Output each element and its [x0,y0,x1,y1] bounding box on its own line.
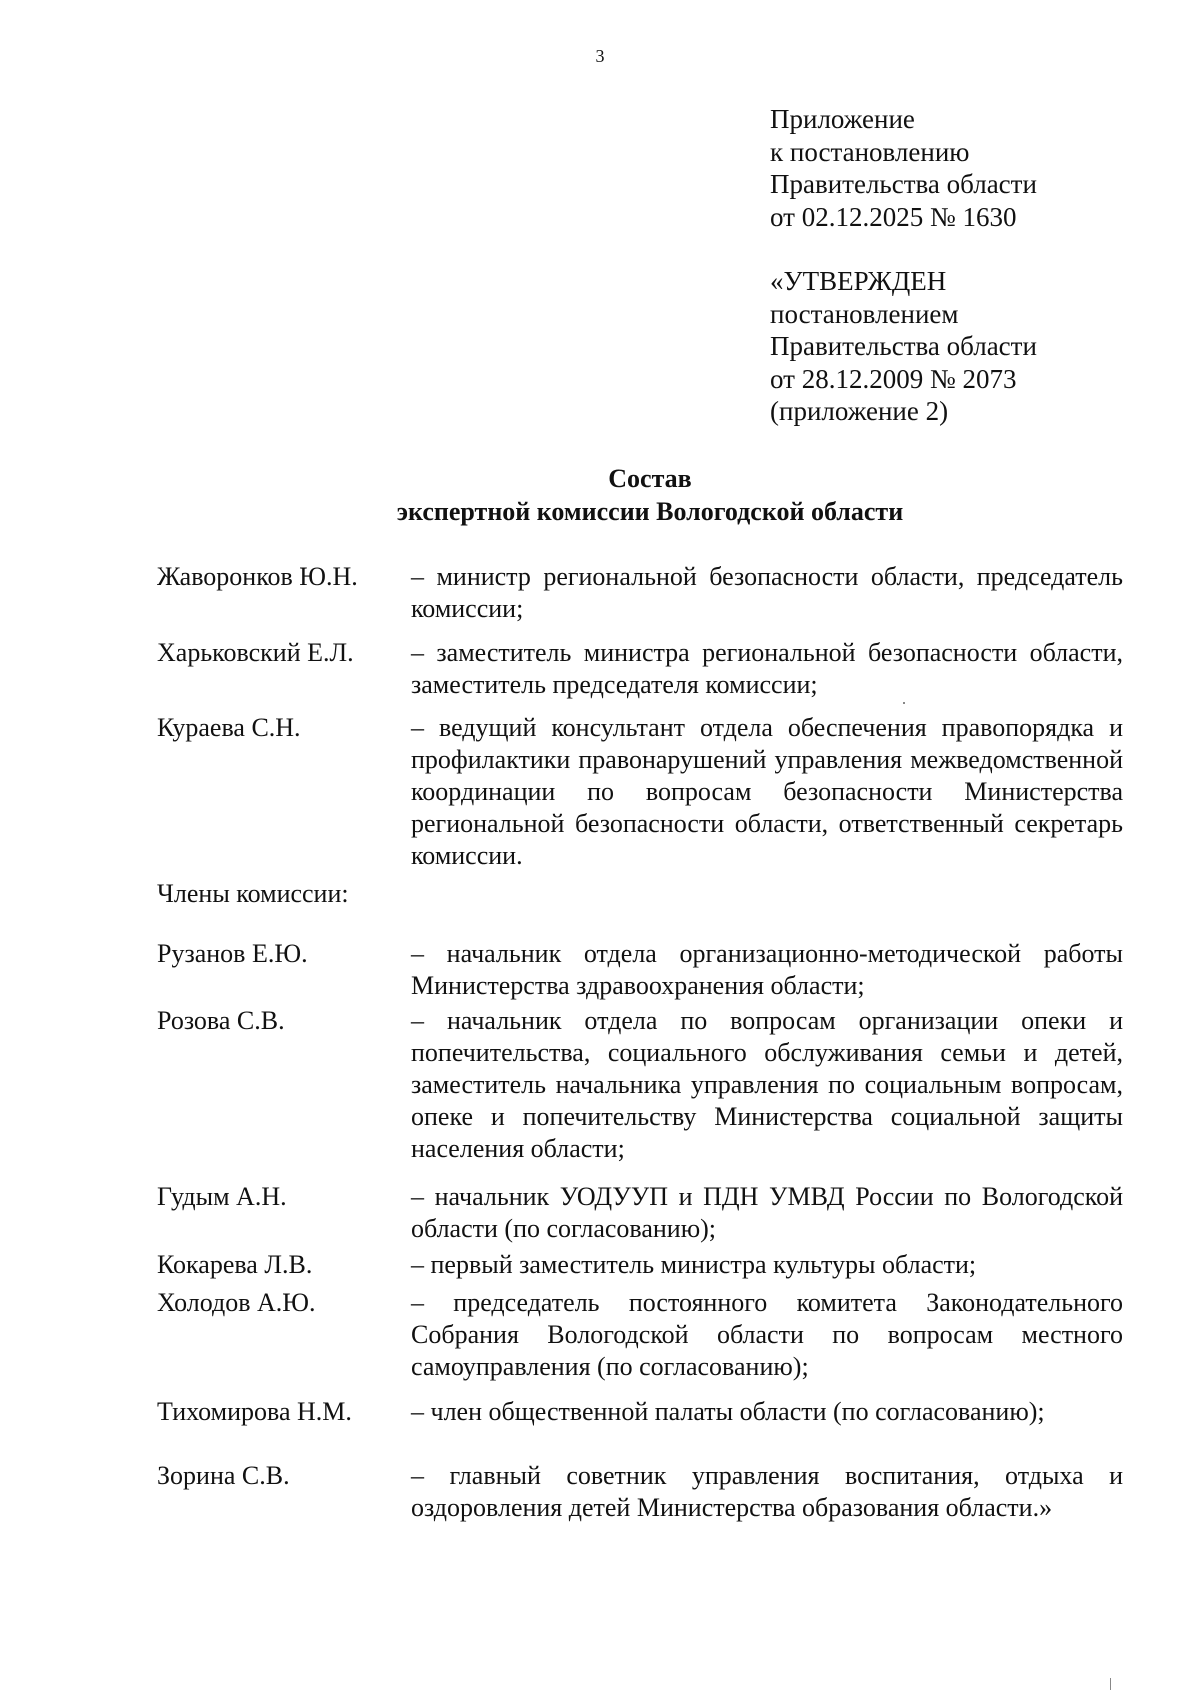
member-role: – председатель постоянного комитета Законодательного Собрания Вологодской области по вопросам местного самоуправления (по согласованию); [411,1288,1123,1381]
member-role: – член общественной палаты области (по согласованию); [411,1397,1045,1426]
approval-line: Правительства области [770,331,1037,361]
member-role: – главный советник управления воспитания, отдыха и оздоровления детей Министерства образования области.» [411,1461,1123,1522]
commission-member-row [157,938,1123,1002]
commission-member-row [157,1287,1123,1383]
members-label: Члены комиссии: [157,879,349,908]
member-name: Гудым А.Н. [157,1182,287,1211]
member-role: – первый заместитель министра культуры области; [411,1250,977,1279]
member-name: Зорина С.В. [157,1461,290,1490]
document-title [0,462,1200,528]
approval-line: (приложение 2) [770,396,949,426]
title-line: Состав [608,464,692,493]
member-role: – начальник УОДУУП и ПДН УМВД России по Вологодской области (по согласованию); [411,1182,1123,1243]
appendix-line: Правительства области [770,169,1037,199]
member-name: Жаворонков Ю.Н. [157,562,358,591]
commission-member-row [157,1249,1123,1281]
member-name: Розова С.В. [157,1006,285,1035]
member-role: – ведущий консультант отдела обеспечения правопорядка и профилактики правонарушений управления межведомственной координации по вопросам безопасности Министерства региональной безопасности области, ответственный секретарь комиссии. [411,713,1123,870]
page-number: 3 [595,46,605,66]
member-role: – начальник отдела по вопросам организации опеки и попечительства, социального обслуживания семьи и детей, заместитель начальника управления по социальным вопросам, опеке и попечительству Министерства социальной защиты населения области; [411,1006,1123,1163]
commission-member-row [157,1396,1123,1428]
appendix-block [770,103,1037,233]
commission-member-row [157,1460,1123,1524]
appendix-line: к постановлению [770,136,970,167]
member-role: – начальник отдела организационно-методической работы Министерства здравоохранения области; [411,939,1123,1000]
approval-line: «УТВЕРЖДЕН [770,266,947,296]
member-role: – заместитель министра региональной безопасности области, заместитель председателя комиссии; [411,638,1123,699]
approval-line: от 28.12.2009 № 2073 [770,363,1017,394]
commission-member-row [157,712,1123,872]
member-name: Кокарева Л.В. [157,1250,313,1279]
approval-block [770,265,1037,428]
title-line: экспертной комиссии Вологодской области [396,497,904,526]
member-name: Тихомирова Н.М. [157,1397,352,1426]
scan-speck [903,702,905,704]
commission-member-row [157,561,1123,625]
appendix-line: от 02.12.2025 № 1630 [770,201,1017,232]
commission-member-row [157,637,1123,701]
member-name: Харьковский Е.Л. [157,638,354,667]
member-role: – министр региональной безопасности области, председатель комиссии; [411,562,1123,623]
member-name: Рузанов Е.Ю. [157,939,308,968]
appendix-line: Приложение [770,104,915,134]
commission-member-row [157,1181,1123,1245]
member-name: Холодов А.Ю. [157,1288,316,1317]
member-name: Кураева С.Н. [157,713,301,742]
scan-speck [1110,1678,1111,1690]
approval-line: постановлением [770,298,959,329]
commission-member-row [157,1005,1123,1165]
